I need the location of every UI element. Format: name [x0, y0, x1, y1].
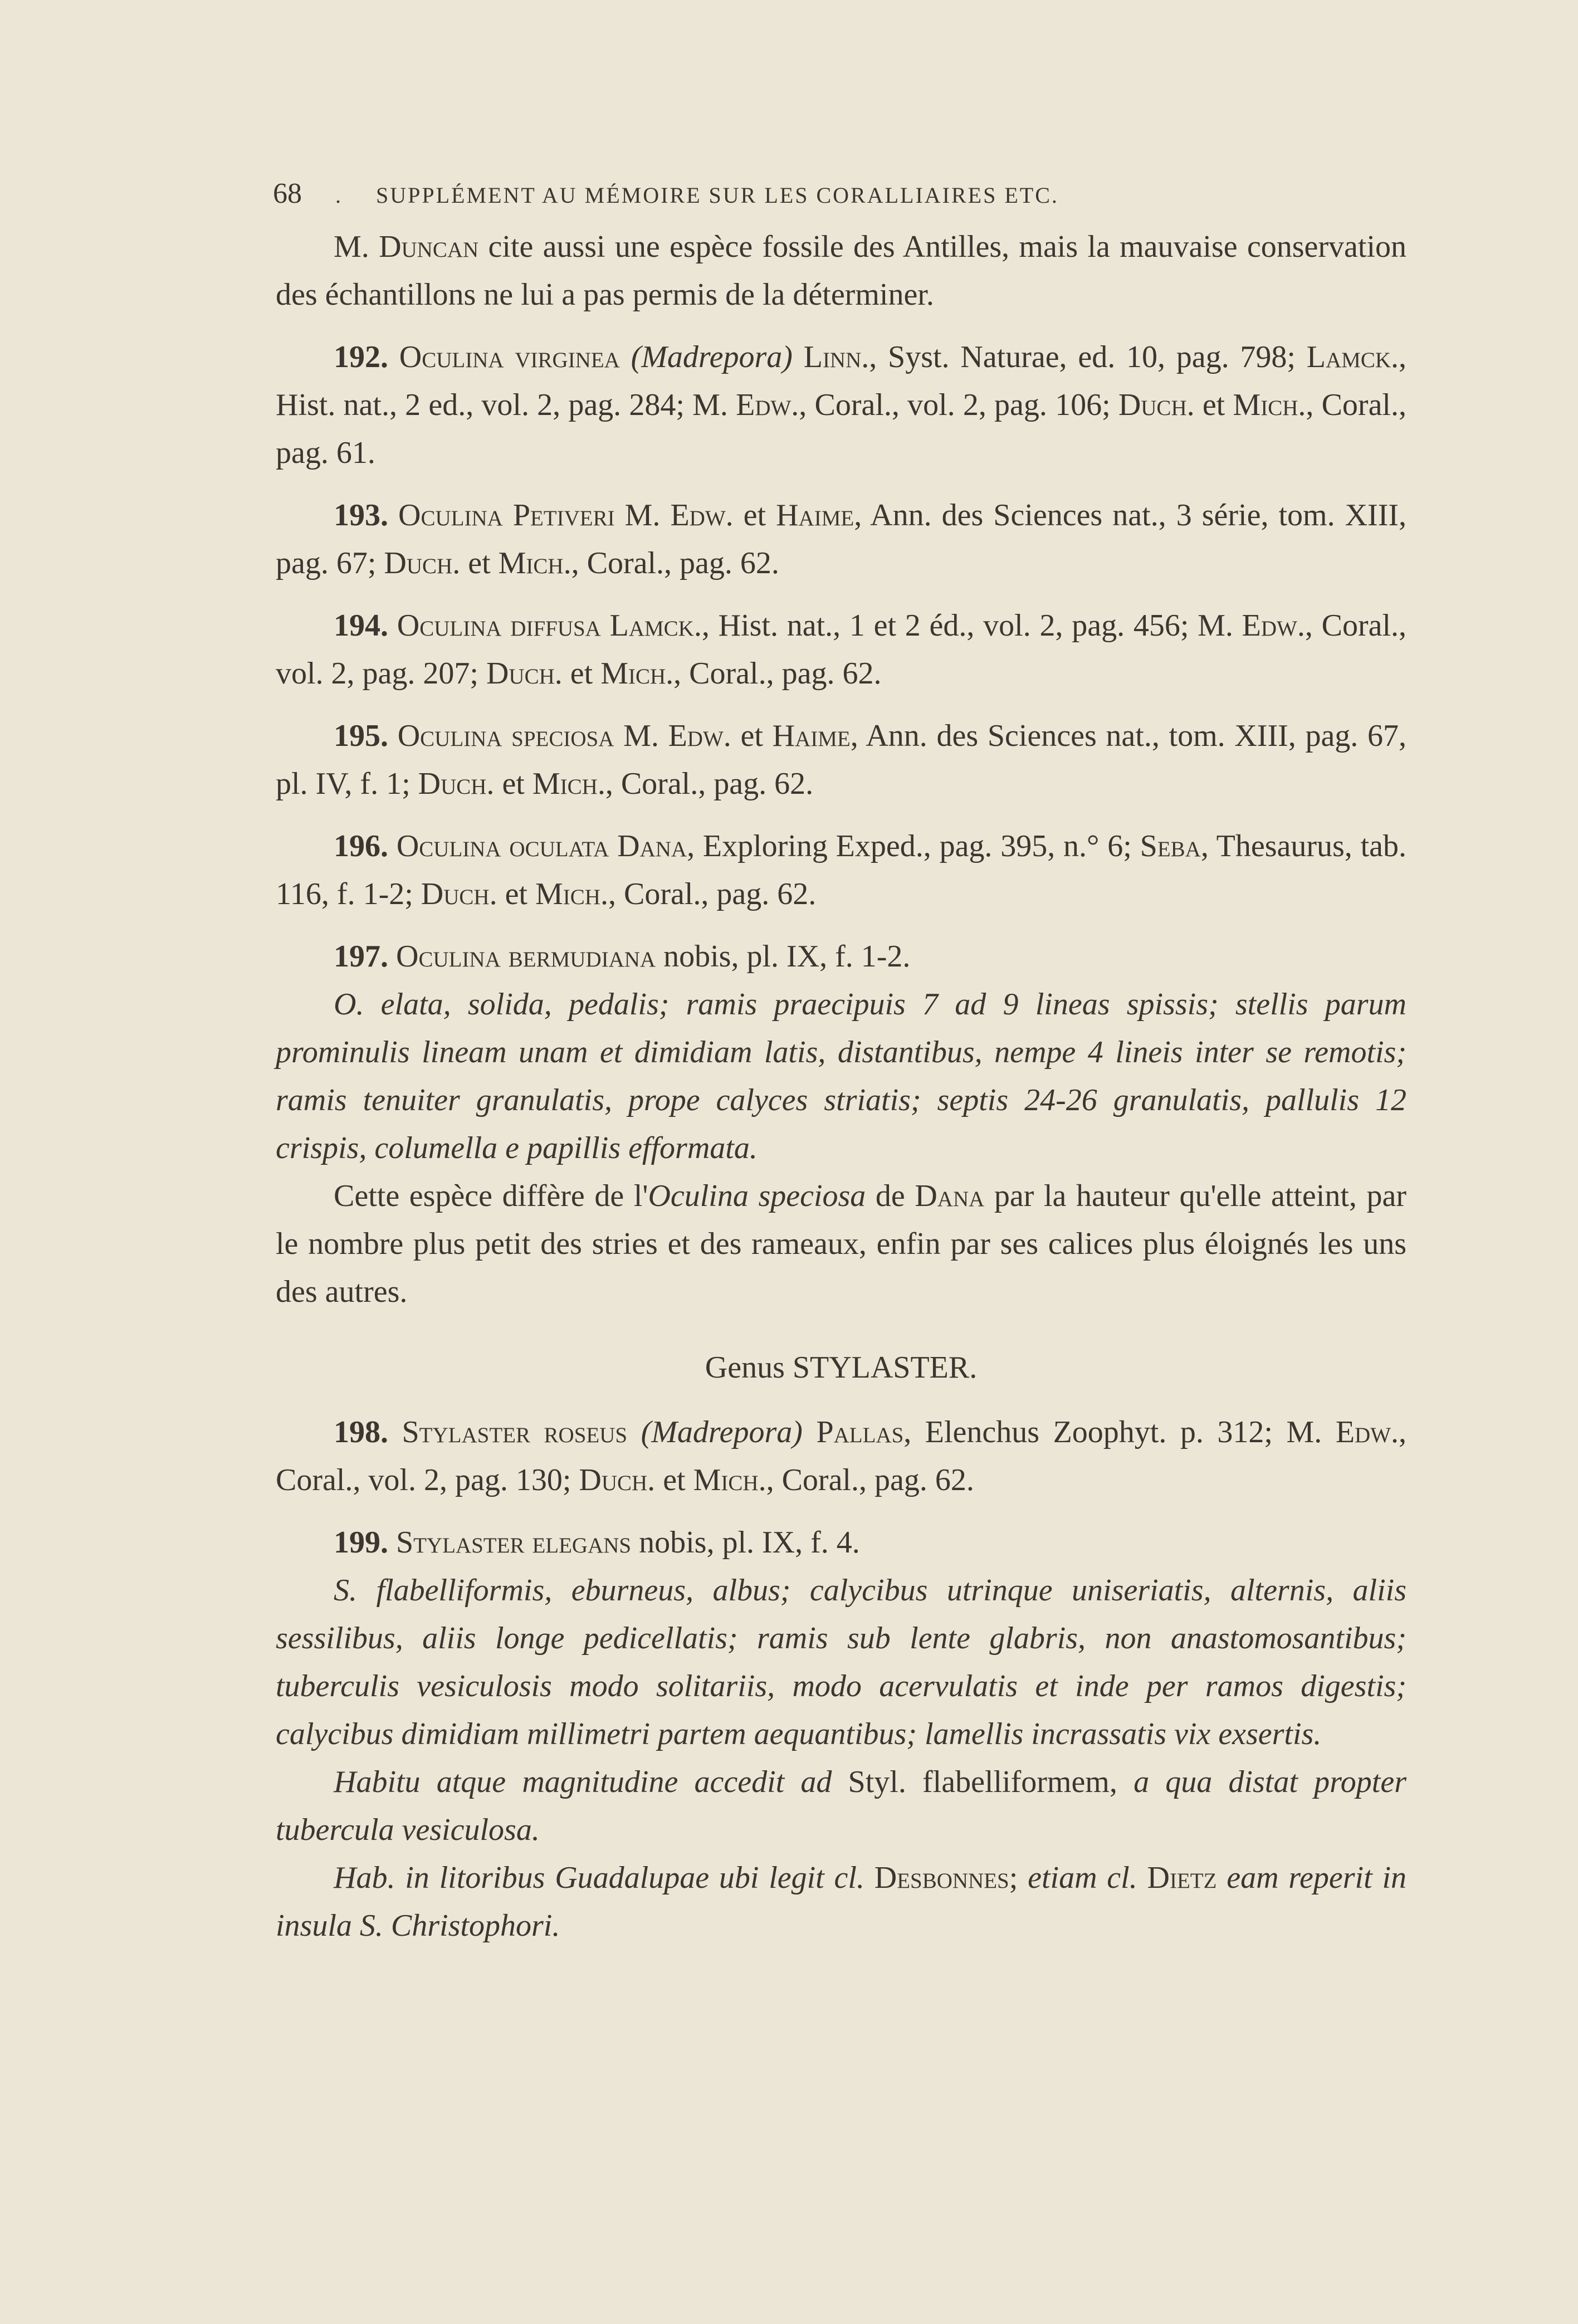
habitu-name: Styl. flabelliformem,	[832, 1765, 1134, 1799]
remark-latin: Oculina speciosa	[648, 1179, 866, 1213]
reference: , Coral., pag. 61.	[276, 388, 1406, 470]
authority: Duch.	[421, 877, 497, 911]
reference: et	[460, 546, 499, 580]
species-name: virginea	[515, 340, 620, 374]
habitu-note	[276, 1758, 1406, 1854]
page-body	[276, 223, 1406, 1950]
entry-number: 196.	[334, 829, 388, 863]
authority: Duch.	[486, 656, 563, 691]
reference: , Hist. nat., 2 ed., vol. 2, pag. 284; M.	[276, 340, 1407, 422]
entry-199	[276, 1519, 1406, 1566]
entry-number: 193.	[334, 498, 388, 533]
diagnosis-199: S. flabelliformis, eburneus, albus; calycibus utrinque uniseriatis, alternis, aliis sessilibus, aliis longe pedicellatis; ramis sub lente glabris, non anastomosantibus; tuberculis vesiculosis modo solitariis, modo acervulatis et inde per ramos digestis; calycibus dimidiam millimetri partem aequantibus; lamellis incrassatis vix exsertis.	[276, 1573, 1406, 1751]
authority: Pallas	[816, 1415, 904, 1449]
entry-number: 198.	[334, 1415, 388, 1449]
reference: , Syst. Naturae, ed. 10, pag. 798;	[869, 340, 1307, 374]
reference: nobis, pl. IX, f. 1-2.	[656, 939, 911, 974]
habitu-latin: a qua distat propter tubercula vesiculosa.	[276, 1765, 1407, 1847]
authority: Lamck.	[1306, 340, 1399, 374]
reference: , Coral., vol. 2, pag. 130;	[276, 1415, 1407, 1497]
running-header	[273, 177, 1415, 210]
genus-name: Stylaster	[402, 1415, 530, 1449]
authority: Mich.	[535, 877, 608, 911]
habitat-latin: etiam cl.	[1028, 1861, 1137, 1895]
diagnosis-197: O. elata, solida, pedalis; ramis praecipuis 7 ad 9 lineas spissis; stellis parum prominulis lineam unam et dimidiam latis, distantibus, nempe 4 lineis inter se remotis; ramis tenuiter granulatis, prope calyces striatis; septis 24-26 granulatis, pallulis 12 crispis, columella e papillis efformata.	[276, 987, 1406, 1165]
species-name: elegans	[532, 1525, 632, 1560]
authority: Linn.	[803, 340, 869, 374]
duncan-paragraph	[276, 223, 1406, 319]
genus-name: Oculina	[396, 829, 501, 863]
running-title: SUPPLÉMENT AU MÉMOIRE SUR LES CORALLIAIRES ETC.	[376, 183, 1059, 208]
species-name: speciosa	[511, 719, 614, 753]
authority: Mich.	[600, 656, 674, 691]
entry-number: 197.	[334, 939, 388, 974]
authority: Dana	[617, 829, 687, 863]
duncan-text: cite aussi une espèce fossile des Antilles, mais la mauvaise conservation des échantillons ne lui a pas permis de la déterminer.	[276, 230, 1407, 312]
entry-194	[276, 602, 1406, 697]
reference: , Coral., vol. 2, pag. 207;	[276, 608, 1407, 691]
reference: , Hist. nat., 1 et 2 éd., vol. 2, pag. 456; M.	[701, 608, 1242, 643]
genus-name: Oculina	[399, 340, 504, 374]
authority: Duch.	[1118, 388, 1195, 422]
collector-name: Dietz	[1137, 1861, 1217, 1895]
reference: , Ann. des Sciences nat., 3 série, tom. XIII, pag. 67;	[276, 498, 1407, 580]
authority: Edw.	[736, 388, 799, 422]
page-number: 68	[273, 178, 302, 209]
synonym: (Madrepora)	[641, 1415, 803, 1449]
remark-text: de	[866, 1179, 915, 1213]
genus-name: Stylaster	[396, 1525, 525, 1560]
habitat-note	[276, 1854, 1406, 1950]
reference: et	[494, 766, 532, 801]
remark-197	[276, 1172, 1406, 1316]
duncan-prefix: M.	[334, 230, 369, 264]
authority: Haime	[776, 498, 854, 533]
authority: Haime	[772, 719, 851, 753]
authority: Lamck.	[609, 608, 702, 643]
reference: et	[497, 877, 535, 911]
reference: , Coral., pag. 62.	[766, 1463, 974, 1497]
entry-195	[276, 712, 1406, 808]
habitu-latin: Habitu atque magnitudine accedit ad	[334, 1765, 832, 1799]
species-name: bermudiana	[508, 939, 656, 974]
authority: Seba	[1140, 829, 1201, 863]
authority: Mich.	[1233, 388, 1306, 422]
authority: Edw.	[1335, 1415, 1399, 1449]
authority: Edw.	[1242, 608, 1305, 643]
species-name: oculata	[509, 829, 609, 863]
entry-number: 195.	[334, 719, 388, 753]
reference: et	[1194, 388, 1233, 422]
remark-text: par la hauteur qu'elle atteint, par le nombre plus petit des stries et des rameaux, enfin par ses calices plus éloignés les uns des autres.	[276, 1179, 1406, 1309]
reference: , Thesaurus, tab. 116, f. 1-2;	[276, 829, 1407, 911]
genus-name: Oculina	[397, 608, 502, 643]
reference: et	[562, 656, 601, 691]
reference: nobis, pl. IX, f. 4.	[631, 1525, 860, 1560]
habitat-separator: ;	[1009, 1861, 1028, 1895]
authority: Mich.	[498, 546, 571, 580]
reference: , Coral., pag. 62.	[605, 766, 814, 801]
species-name: roseus	[544, 1415, 628, 1449]
reference: , Elenchus Zoophyt. p. 312; M.	[903, 1415, 1336, 1449]
species-name: Petiveri	[512, 498, 615, 533]
header-separator: .	[335, 183, 343, 208]
entry-192	[276, 333, 1406, 477]
reference: , Coral., vol. 2, pag. 106;	[799, 388, 1118, 422]
entry-number: 194.	[334, 608, 388, 643]
authority: M. Edw.	[624, 498, 734, 533]
authority: Mich.	[693, 1463, 766, 1497]
genus-heading: Genus STYLASTER.	[705, 1350, 978, 1385]
reference: et	[731, 719, 773, 753]
genus-name: Oculina	[398, 498, 503, 533]
reference: et	[655, 1463, 693, 1497]
authority: M. Edw.	[623, 719, 731, 753]
reference: , Exploring Exped., pag. 395, n.° 6;	[687, 829, 1140, 863]
remark-author: Dana	[915, 1179, 985, 1213]
reference: , Coral., pag. 62.	[571, 546, 779, 580]
species-name: diffusa	[510, 608, 601, 643]
habitat-latin: Hab. in litoribus Guadalupae ubi legit cl.	[334, 1861, 864, 1895]
synonym: (Madrepora)	[631, 340, 793, 374]
reference: , Coral., pag. 62.	[673, 656, 882, 691]
genus-name: Oculina	[397, 719, 502, 753]
genus-name: Oculina	[396, 939, 501, 974]
authority: Mich.	[532, 766, 605, 801]
authority: Duch.	[384, 546, 461, 580]
reference: et	[733, 498, 776, 533]
entry-196	[276, 822, 1406, 918]
reference: , Ann. des Sciences nat., tom. XIII, pag. 67, pl. IV, f. 1;	[276, 719, 1407, 801]
habitat-latin: eam reperit in insula S. Christophori.	[276, 1861, 1406, 1943]
reference: , Coral., pag. 62.	[608, 877, 817, 911]
remark-text: Cette espèce diffère de l'	[334, 1179, 648, 1213]
entry-number: 199.	[334, 1525, 388, 1560]
duncan-author: Duncan	[379, 230, 479, 264]
collector-name: Desbonnes	[864, 1861, 1009, 1895]
authority: Duch.	[418, 766, 495, 801]
entry-198	[276, 1408, 1406, 1504]
entry-number: 192.	[334, 340, 388, 374]
entry-193	[276, 491, 1406, 587]
entry-197	[276, 932, 1406, 980]
authority: Duch.	[579, 1463, 656, 1497]
